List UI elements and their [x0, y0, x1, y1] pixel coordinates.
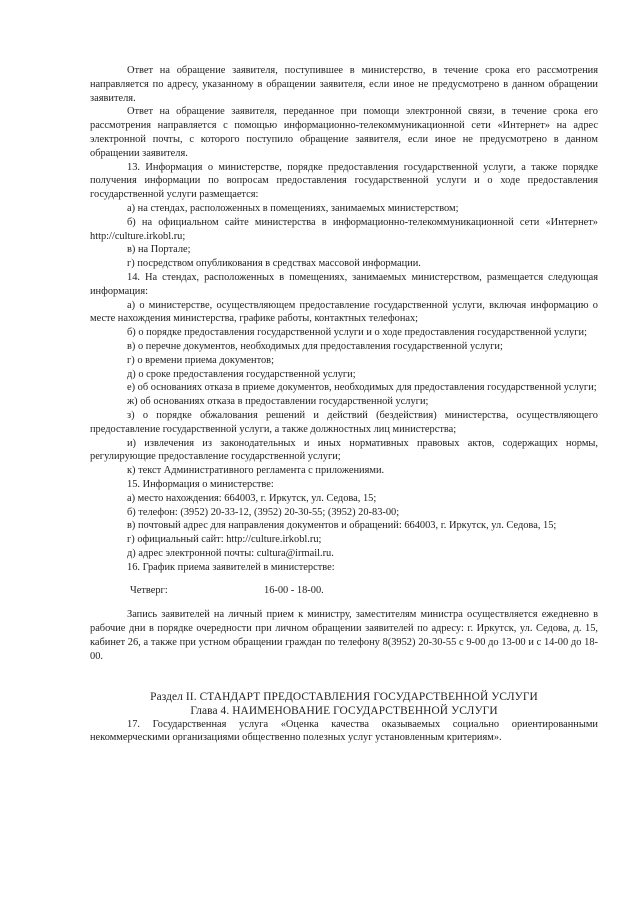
paragraph: 15. Информация о министерстве: [127, 478, 274, 490]
list-item: б) на официальном сайте министерства в информационно-телекоммуникационной сети «Интернет» http://culture.irkobl.ru; [90, 216, 598, 242]
paragraph: Ответ на обращение заявителя, переданное при помощи электронной связи, в течение срока его рассмотрения направляется с помощью информационно-телекоммуникационной сети «Интернет» на адрес электронной почты, с которого поступило обращение заявителя, если иное не предусмотрено в данном обращении заявителя. [90, 106, 598, 159]
list-item: д) о сроке предоставления государственной услуги; [127, 368, 356, 380]
list-item: и) извлечения из законодательных и иных нормативных правовых актов, содержащих нормы, регулирующие предоставление государственной услуги; [90, 437, 598, 463]
list-item: в) почтовый адрес для направления документов и обращений: 664003, г. Иркутск, ул. Седова, 15; [127, 520, 557, 532]
paragraph-final: 17. Государственная услуга «Оценка качества оказываемых социально ориентированными некоммерческими организациями общественно полезных услуг установленным критериям». [90, 718, 598, 744]
paragraph: 13. Информация о министерстве, порядке предоставления государственной услуги, а также порядке получения информации по вопросам предоставления государственной услуги и о ходе предоставления государственной услуги размещается: [90, 161, 598, 201]
paragraph: 14. На стендах, расположенных в помещениях, занимаемых министерством, размещается следующая информация: [90, 271, 598, 297]
document-page [90, 64, 598, 745]
list-item: б) телефон: (3952) 20-33-12, (3952) 20-30-55; (3952) 20-83-00; [127, 506, 400, 518]
schedule-row [130, 584, 598, 598]
list-item: г) о времени приема документов; [127, 354, 274, 366]
list-item: в) на Портале; [127, 244, 191, 256]
list-item: з) о порядке обжалования решений и действий (бездействия) министерства, осуществляющего предоставление государственной услуги, а также должностных лиц министерства; [90, 409, 598, 435]
paragraph: 16. График приема заявителей в министерстве: [127, 561, 335, 573]
list-item: д) адрес электронной почты: cultura@irmail.ru. [127, 547, 334, 559]
section-heading: Раздел II. СТАНДАРТ ПРЕДОСТАВЛЕНИЯ ГОСУДАРСТВЕННОЙ УСЛУГИ [150, 690, 538, 703]
schedule-day: Четверг: [130, 585, 168, 597]
list-item: г) посредством опубликования в средствах массовой информации. [127, 258, 421, 270]
paragraph: Ответ на обращение заявителя, поступившее в министерство, в течение срока его рассмотрения направляется по адресу, указанному в обращении заявителя, если иное не предусмотрено в данном обращении заявителя. [90, 65, 598, 104]
chapter-heading: Глава 4. НАИМЕНОВАНИЕ ГОСУДАРСТВЕННОЙ УСЛУГИ [190, 704, 498, 717]
schedule-time: 16-00 - 18-00. [264, 585, 324, 597]
list-item: а) о министерстве, осуществляющем предоставление государственной услуги, включая информацию о месте нахождения министерства, графике работы, контактных телефонах; [90, 299, 598, 325]
list-item: а) на стендах, расположенных в помещениях, занимаемых министерством; [127, 202, 459, 214]
list-item: к) текст Административного регламента с приложениями. [127, 465, 385, 477]
list-item: г) официальный сайт: http://culture.irkobl.ru; [127, 534, 322, 546]
paragraph-reception: Запись заявителей на личный прием к министру, заместителям министра осуществляется ежедневно в рабочие дни в порядке очередности при личном обращении заявителей по адресу: г. Иркутск, ул. Седова, д. 15, кабинет 26, а также при устном обращении граждан по телефону 8(3952) 20-30-55 с 9-00 до 13-00 и с 14-00 до 18-00. [90, 609, 598, 662]
list-item: в) о перечне документов, необходимых для предоставления государственной услуги; [127, 340, 503, 352]
spacer [90, 664, 598, 690]
list-item: б) о порядке предоставления государственной услуги и о ходе предоставления государственной услуги; [127, 327, 587, 339]
list-item: а) место нахождения: 664003, г. Иркутск, ул. Седова, 15; [127, 492, 377, 504]
list-item: ж) об основаниях отказа в предоставлении государственной услуги; [127, 396, 429, 408]
list-item: е) об основаниях отказа в приеме документов, необходимых для предоставления государственной услуги; [127, 382, 597, 394]
